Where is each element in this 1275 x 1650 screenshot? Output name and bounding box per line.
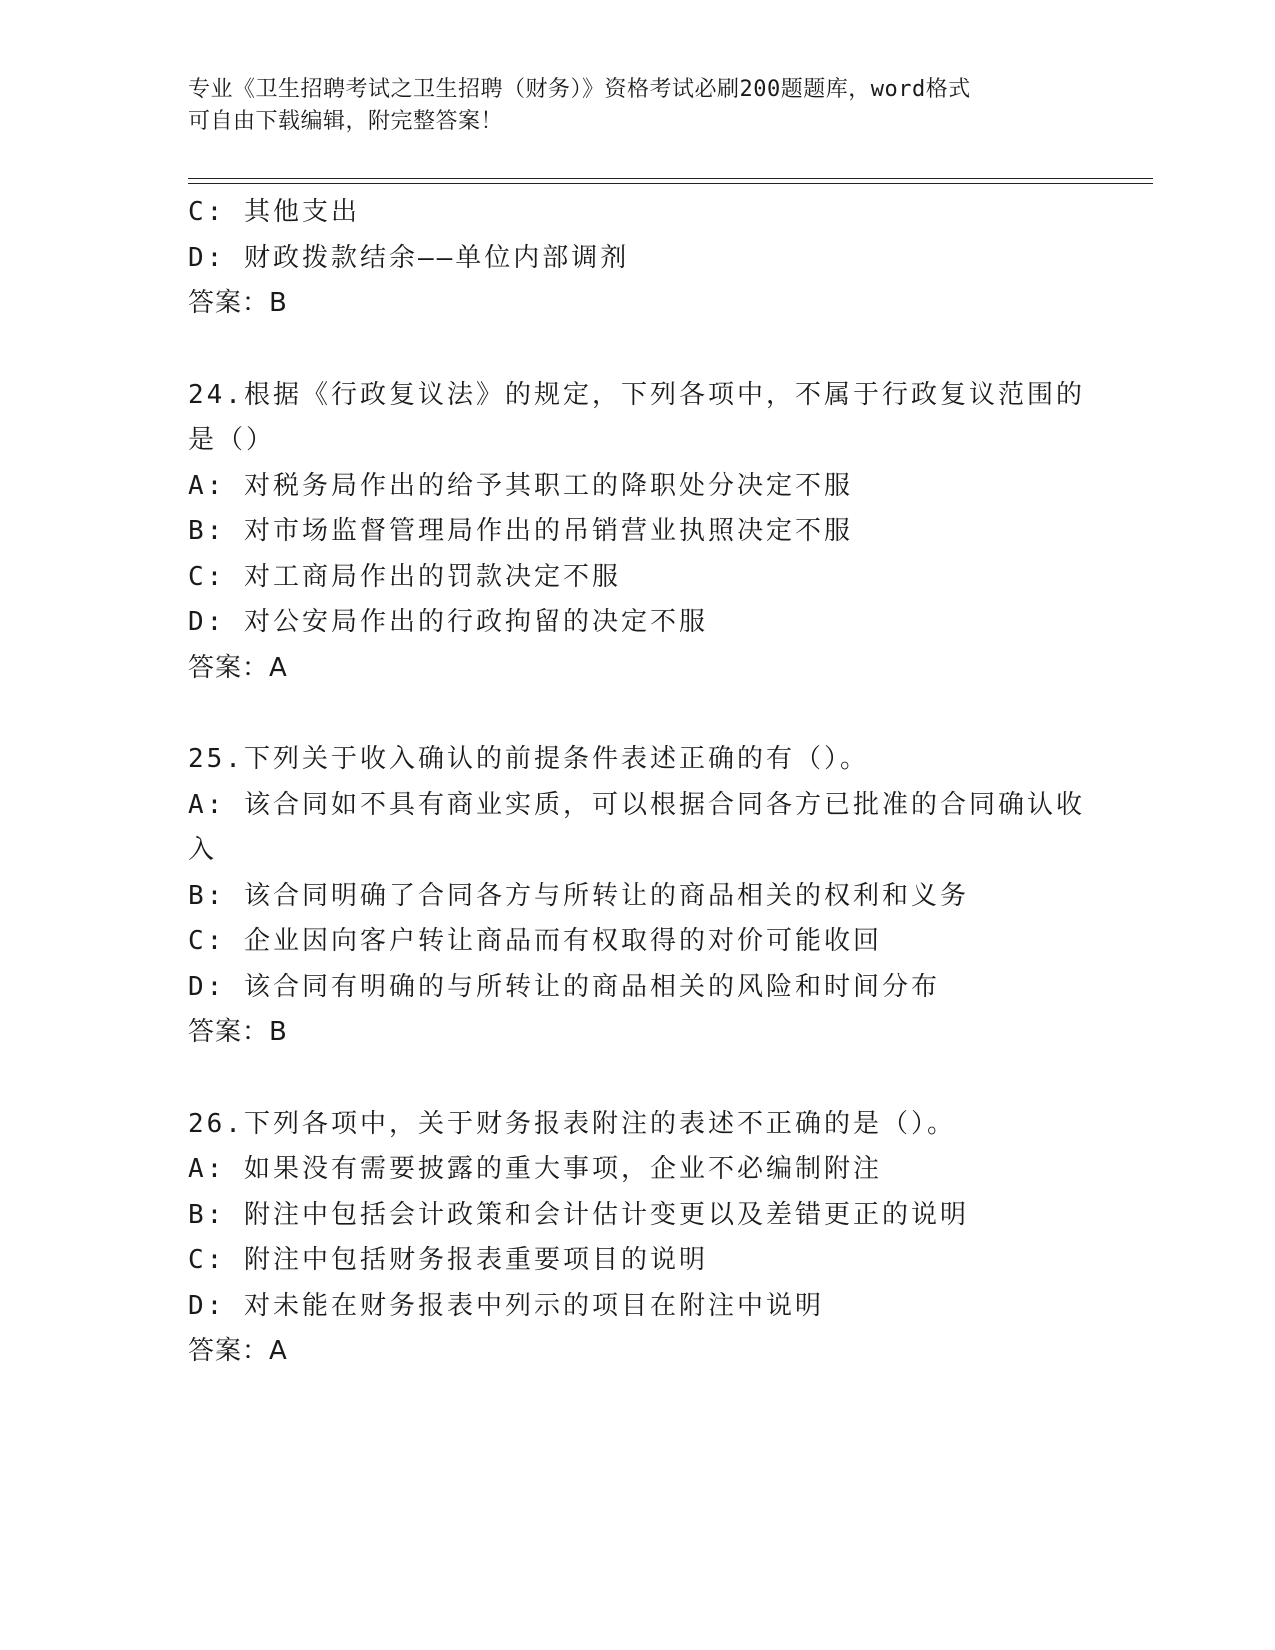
option-c: C: 对工商局作出的罚款决定不服: [188, 561, 621, 592]
question-stem: 26.下列各项中，关于财务报表附注的表述不正确的是（）。: [188, 1108, 956, 1139]
header-line-1: 专业《卫生招聘考试之卫生招聘（财务）》资格考试必刷200题题库，word格式: [188, 77, 971, 102]
document-header: [188, 74, 1088, 138]
spacer: [188, 1056, 1088, 1102]
header-divider-bottom: [188, 183, 1153, 184]
option-c: C: 附注中包括财务报表重要项目的说明: [188, 1245, 708, 1275]
question-24: [188, 373, 1088, 692]
question-stem: 24.根据《行政复议法》的规定，下列各项中，不属于行政复议范围的: [188, 379, 1085, 410]
question-stem: 是（）: [188, 425, 276, 455]
option-b: B: 对市场监督管理局作出的吊销营业执照决定不服: [188, 516, 853, 546]
option-d: D: 对公安局作出的行政拘留的决定不服: [188, 607, 708, 637]
header-line-2: 可自由下载编辑，附完整答案！: [188, 109, 504, 134]
option-d: D: 该合同有明确的与所转让的商品相关的风险和时间分布: [188, 971, 940, 1002]
spacer: [188, 327, 1088, 373]
answer: 答案：A: [188, 652, 288, 683]
answer: 答案：B: [188, 288, 288, 318]
option-c: C: 企业因向客户转让商品而有权取得的对价可能收回: [188, 926, 882, 956]
option-d: D: 对未能在财务报表中列示的项目在附注中说明: [188, 1290, 824, 1321]
option-a: A: 如果没有需要披露的重大事项，企业不必编制附注: [188, 1154, 882, 1184]
previous-question-tail: [188, 190, 1088, 327]
question-26: [188, 1102, 1088, 1375]
option-c: C: 其他支出: [188, 197, 360, 227]
question-25: [188, 737, 1088, 1056]
answer: 答案：B: [188, 1017, 288, 1047]
question-list: [188, 190, 1088, 1375]
question-stem: 25.下列关于收入确认的前提条件表述正确的有（）。: [188, 744, 869, 774]
answer: 答案：A: [188, 1336, 288, 1366]
option-b: B: 附注中包括会计政策和会计估计变更以及差错更正的说明: [188, 1199, 969, 1230]
option-b: B: 该合同明确了合同各方与所转让的商品相关的权利和义务: [188, 880, 969, 911]
option-a-continued: 入: [188, 835, 218, 865]
option-d: D: 财政拨款结余——单位内部调剂: [188, 242, 630, 273]
option-a: A: 该合同如不具有商业实质，可以根据合同各方已批准的合同确认收: [188, 789, 1085, 820]
option-a: A: 对税务局作出的给予其职工的降职处分决定不服: [188, 470, 853, 501]
spacer: [188, 691, 1088, 737]
header-divider-top: [188, 178, 1153, 179]
